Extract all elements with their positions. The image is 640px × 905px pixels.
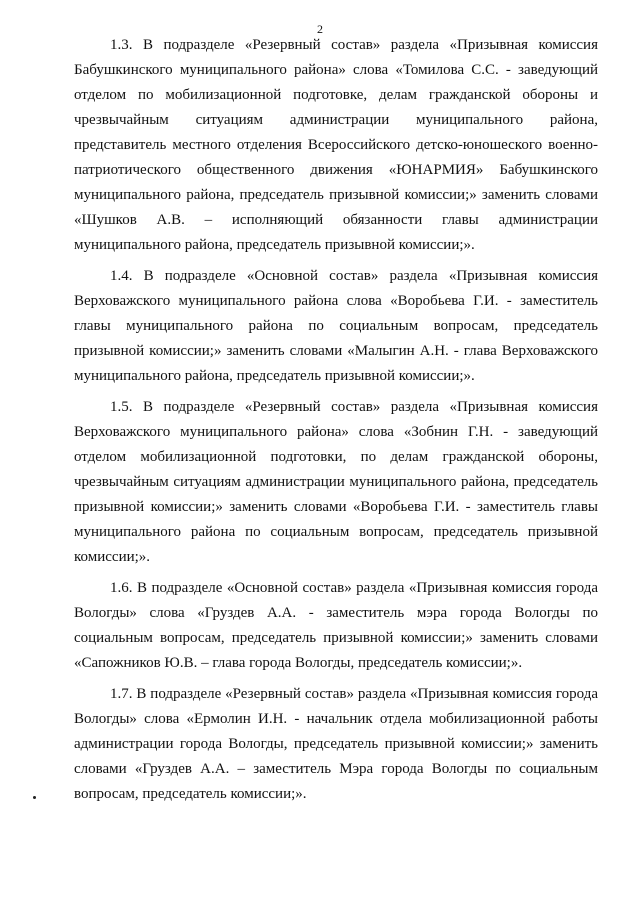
page-number: 2 <box>317 22 323 36</box>
paragraph-1-3: 1.3. В подразделе «Резервный состав» раздела «Призывная комиссия Бабушкинского муниципального района» слова «Томилова С.С. - заведующий отделом по мобилизационной подготовке, делам гражданской обороны и чрезвычайным ситуациям администрации муниципального района, представитель местного отделения Всероссийского детско-юношеского военно-патриотического общественного движения «ЮНАРМИЯ» Бабушкинского муниципального района, председатель призывной комиссии;» заменить словами «Шушков А.В. – исполняющий обязанности главы администрации муниципального района, председатель призывной комиссии;». <box>74 37 598 253</box>
paragraph-1-7: 1.7. В подразделе «Резервный состав» раздела «Призывная комиссия города Вологды» слова «Ермолин И.Н. - начальник отдела мобилизационной работы администрации города Вологды, председатель призывной комиссии;» заменить словами «Груздев А.А. – заместитель Мэра города Вологды по социальным вопросам, председатель комиссии;». <box>74 686 598 802</box>
paragraph-1-5: 1.5. В подразделе «Резервный состав» раздела «Призывная комиссия Верховажского муниципального района» слова «Зобнин Г.Н. - заведующий отделом мобилизационной подготовки, по делам гражданской обороны, чрезвычайным ситуациям администрации муниципального района, председатель призывной комиссии;» заменить словами «Воробьева Г.И. - заместитель главы муниципального района по социальным вопросам, председатель призывной комиссии;». <box>74 399 598 565</box>
paragraph-1-4: 1.4. В подразделе «Основной состав» раздела «Призывная комиссия Верховажского муниципального района слова «Воробьева Г.И. - заместитель главы муниципального района по социальным вопросам, председатель призывной комиссии;» заменить словами «Малыгин А.Н. - глава Верховажского муниципального района, председатель призывной комиссии;». <box>74 268 598 384</box>
document-body <box>74 33 598 813</box>
paragraph-1-6: 1.6. В подразделе «Основной состав» раздела «Призывная комиссия города Вологды» слова «Груздев А.А. - заместитель мэра города Вологды по социальным вопросам, председатель призывной комиссии;» заменить словами «Сапожников Ю.В. – глава города Вологды, председатель комиссии;». <box>74 580 598 671</box>
margin-dot-mark <box>33 796 36 799</box>
